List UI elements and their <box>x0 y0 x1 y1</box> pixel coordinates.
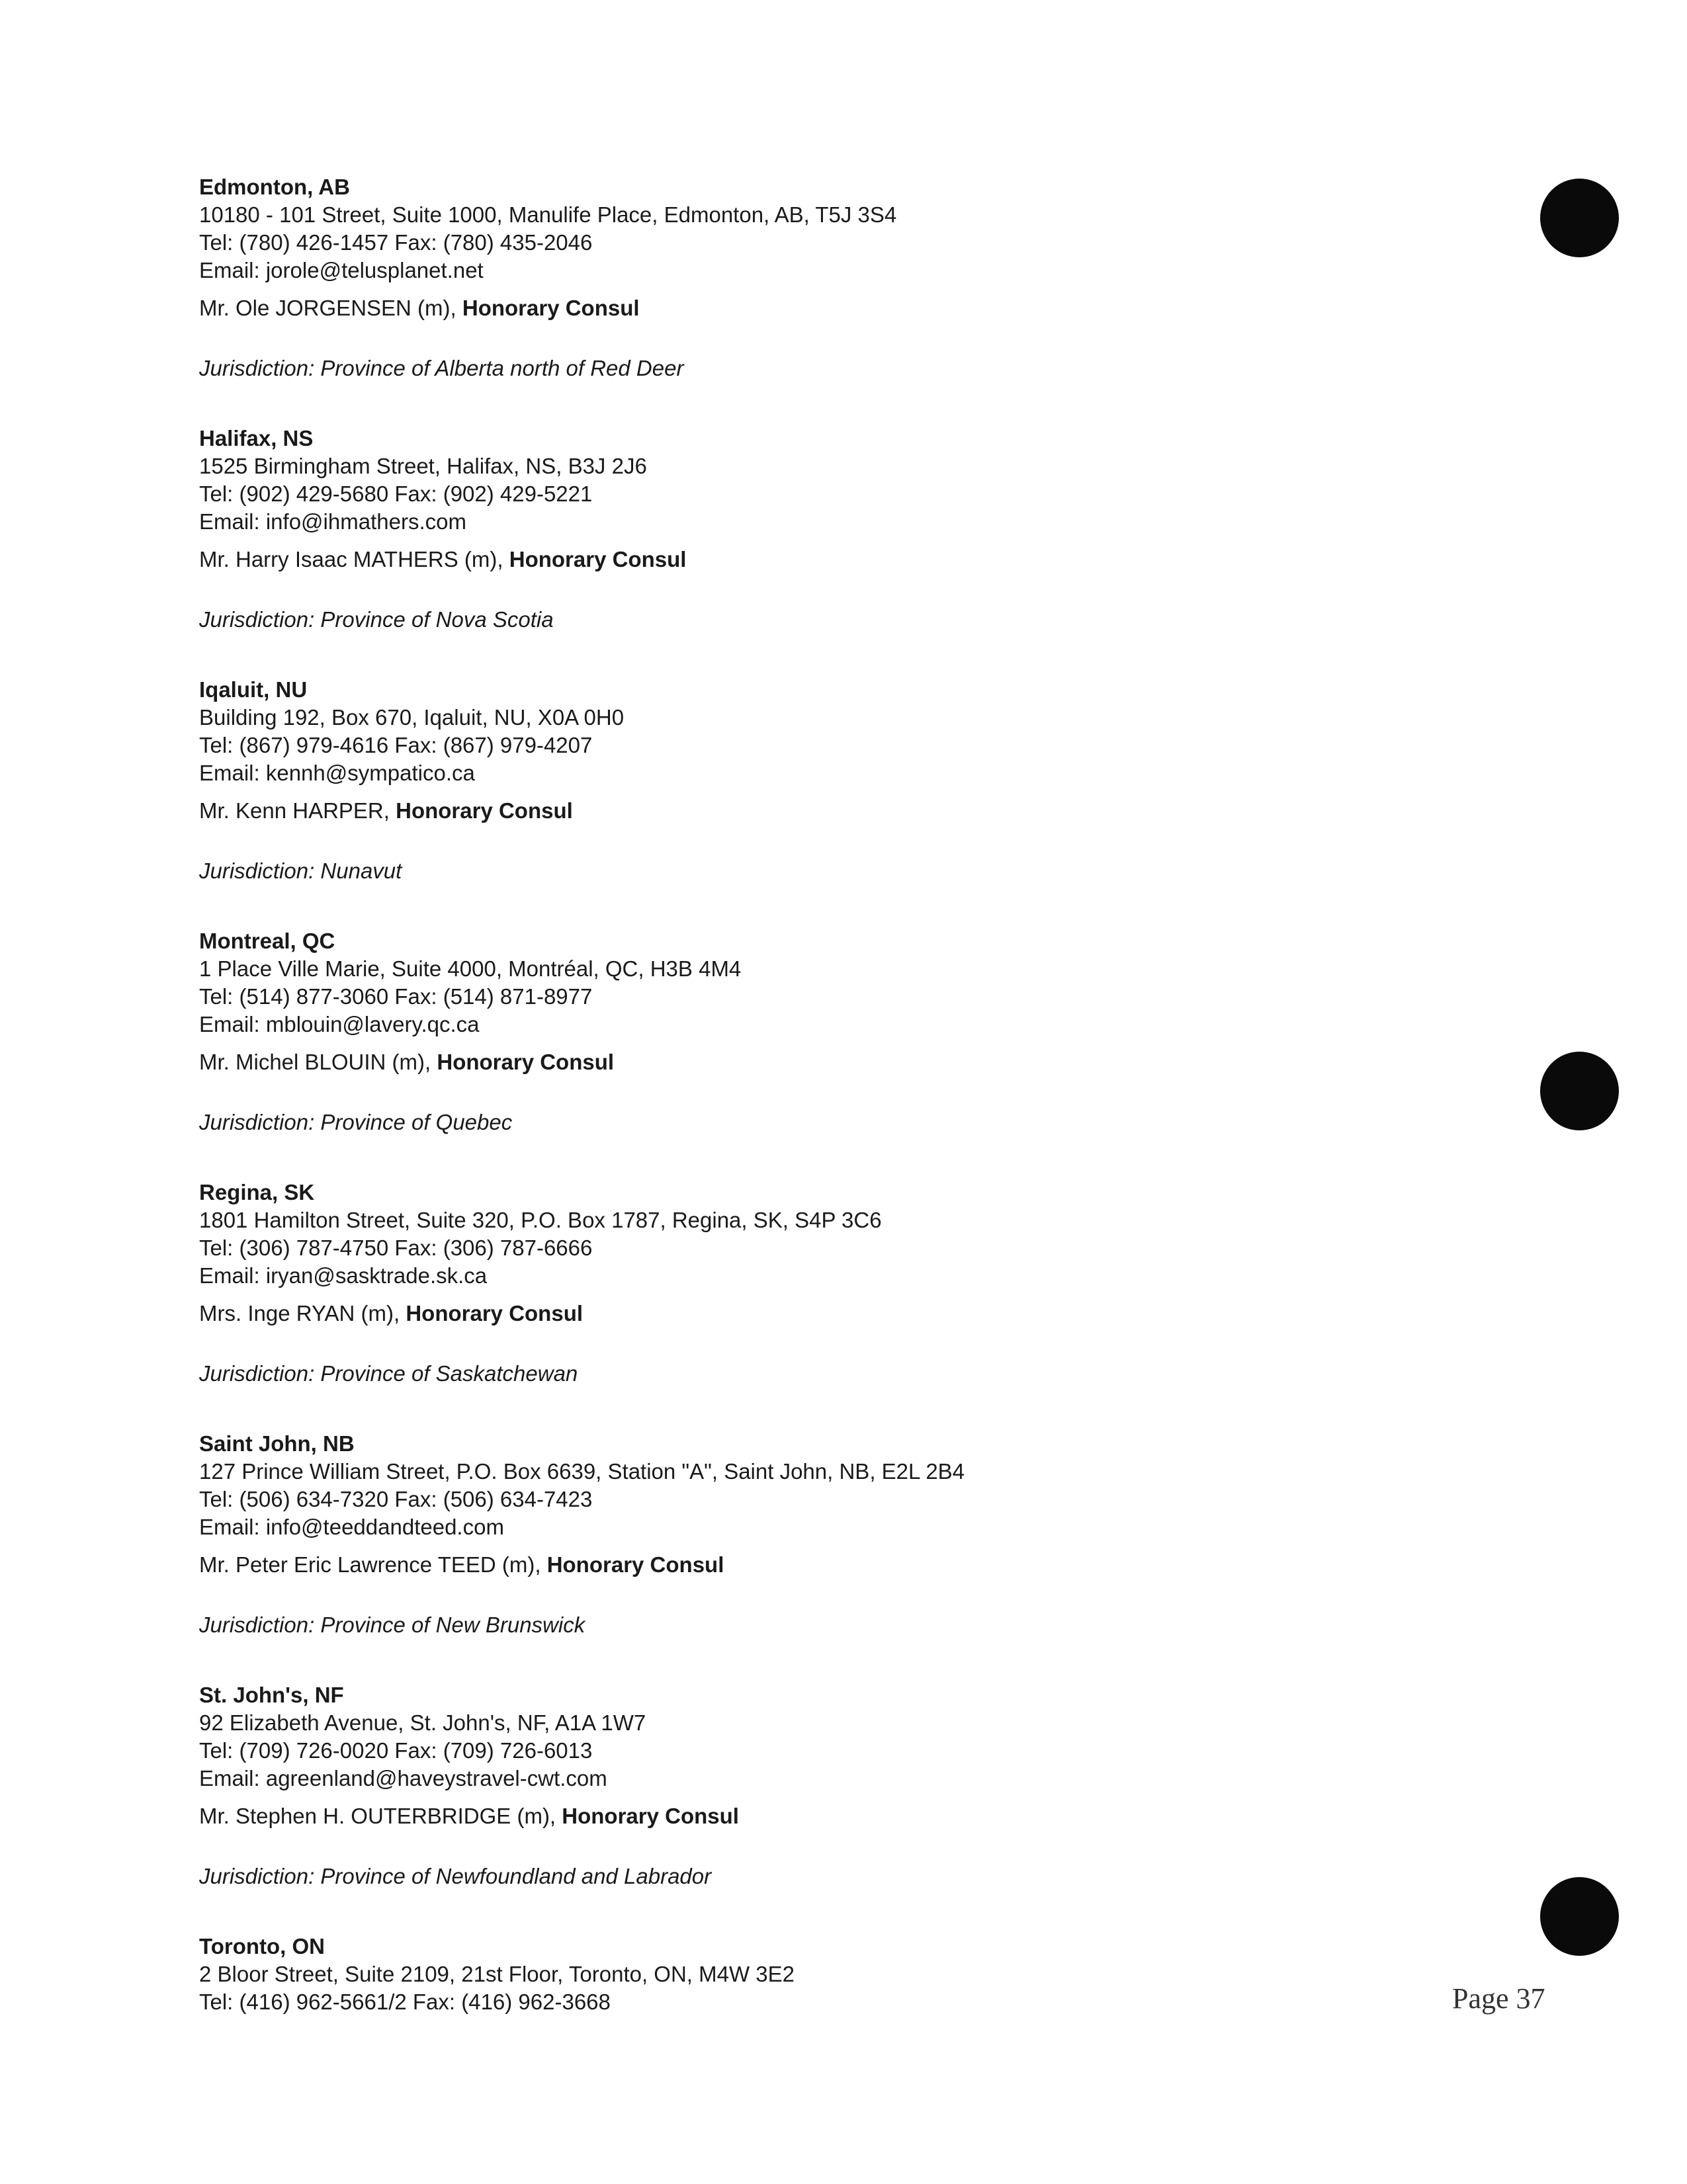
binder-hole-top <box>1540 179 1619 257</box>
email-line: Email: info@teeddandteed.com <box>199 1515 504 1539</box>
consul-title: Honorary Consul <box>462 296 640 320</box>
binder-hole-bottom <box>1540 1877 1619 1956</box>
consul-line <box>199 1551 1489 1579</box>
address-line: 10180 - 101 Street, Suite 1000, Manulife Place, Edmonton, AB, T5J 3S4 <box>199 202 897 227</box>
city-heading: Saint John, NB <box>199 1431 355 1456</box>
consul-title: Honorary Consul <box>562 1804 739 1828</box>
consul-title: Honorary Consul <box>509 547 687 571</box>
phone-fax-line: Tel: (902) 429-5680 Fax: (902) 429-5221 <box>199 482 593 506</box>
jurisdiction-line: Jurisdiction: Province of Alberta north of Red Deer <box>199 356 684 380</box>
address-line: 1525 Birmingham Street, Halifax, NS, B3J 2J6 <box>199 454 647 478</box>
email-line: Email: mblouin@lavery.qc.ca <box>199 1012 480 1036</box>
consulate-entry <box>199 1179 1489 1430</box>
consul-name: Mr. Ole JORGENSEN (m), <box>199 296 462 320</box>
consulate-entry <box>199 1681 1489 1933</box>
phone-fax-line: Tel: (506) 634-7320 Fax: (506) 634-7423 <box>199 1487 593 1511</box>
consul-title: Honorary Consul <box>546 1552 724 1577</box>
address-line: 2 Bloor Street, Suite 2109, 21st Floor, Toronto, ON, M4W 3E2 <box>199 1962 795 1986</box>
jurisdiction-line: Jurisdiction: Province of New Brunswick <box>199 1613 585 1637</box>
consul-name: Mr. Michel BLOUIN (m), <box>199 1050 437 1074</box>
address-line: 1 Place Ville Marie, Suite 4000, Montréal, QC, H3B 4M4 <box>199 956 742 981</box>
consulate-entry <box>199 676 1489 927</box>
consul-title: Honorary Consul <box>406 1301 584 1325</box>
phone-fax-line: Tel: (306) 787-4750 Fax: (306) 787-6666 <box>199 1236 593 1260</box>
consulate-entry <box>199 173 1489 425</box>
address-line: 92 Elizabeth Avenue, St. John's, NF, A1A 1W7 <box>199 1710 646 1735</box>
consul-name: Mr. Peter Eric Lawrence TEED (m), <box>199 1552 547 1577</box>
consulate-entry <box>199 425 1489 676</box>
city-heading: St. John's, NF <box>199 1683 344 1707</box>
phone-fax-line: Tel: (780) 426-1457 Fax: (780) 435-2046 <box>199 230 593 255</box>
phone-fax-line: Tel: (867) 979-4616 Fax: (867) 979-4207 <box>199 733 593 757</box>
consul-line <box>199 797 1489 825</box>
email-line: Email: iryan@sasktrade.sk.ca <box>199 1263 488 1288</box>
email-line: Email: kennh@sympatico.ca <box>199 761 475 785</box>
city-heading: Montreal, QC <box>199 929 335 953</box>
page-number: Page 37 <box>1452 1982 1545 2015</box>
address-line: Building 192, Box 670, Iqaluit, NU, X0A 0H0 <box>199 705 625 730</box>
consul-name: Mr. Harry Isaac MATHERS (m), <box>199 547 509 571</box>
email-line: Email: info@ihmathers.com <box>199 509 466 534</box>
jurisdiction-line: Jurisdiction: Nunavut <box>199 859 402 883</box>
consul-line <box>199 294 1489 322</box>
consul-name: Mr. Kenn HARPER, <box>199 798 396 823</box>
consul-name: Mr. Stephen H. OUTERBRIDGE (m), <box>199 1804 562 1828</box>
consul-line <box>199 1300 1489 1327</box>
consulate-list <box>199 173 1489 2184</box>
jurisdiction-line: Jurisdiction: Province of Newfoundland and Labrador <box>199 1864 712 1888</box>
address-line: 1801 Hamilton Street, Suite 320, P.O. Box 1787, Regina, SK, S4P 3C6 <box>199 1208 882 1232</box>
consulate-entry <box>199 927 1489 1179</box>
phone-fax-line: Tel: (709) 726-0020 Fax: (709) 726-6013 <box>199 1738 593 1763</box>
email-line: Email: agreenland@haveystravel-cwt.com <box>199 1766 607 1790</box>
phone-fax-line: Tel: (514) 877-3060 Fax: (514) 871-8977 <box>199 984 593 1009</box>
phone-fax-line: Tel: (416) 962-5661/2 Fax: (416) 962-3668 <box>199 1990 611 2014</box>
city-heading: Toronto, ON <box>199 1934 325 1958</box>
city-heading: Iqaluit, NU <box>199 677 308 702</box>
jurisdiction-line: Jurisdiction: Province of Nova Scotia <box>199 607 554 632</box>
jurisdiction-line: Jurisdiction: Province of Saskatchewan <box>199 1361 578 1386</box>
city-heading: Regina, SK <box>199 1180 315 1204</box>
city-heading: Halifax, NS <box>199 426 314 450</box>
consulate-entry <box>199 1933 1489 2184</box>
address-line: 127 Prince William Street, P.O. Box 6639, Station "A", Saint John, NB, E2L 2B4 <box>199 1459 965 1484</box>
consulate-entry <box>199 1430 1489 1681</box>
consul-line <box>199 1802 1489 1830</box>
city-heading: Edmonton, AB <box>199 175 350 199</box>
consul-name: Mrs. Inge RYAN (m), <box>199 1301 406 1325</box>
consul-line <box>199 546 1489 573</box>
consul-title: Honorary Consul <box>437 1050 615 1074</box>
binder-hole-middle <box>1540 1052 1619 1130</box>
consul-line <box>199 1048 1489 1076</box>
consul-title: Honorary Consul <box>396 798 573 823</box>
jurisdiction-line: Jurisdiction: Province of Quebec <box>199 1110 513 1134</box>
email-line: Email: jorole@telusplanet.net <box>199 258 484 282</box>
